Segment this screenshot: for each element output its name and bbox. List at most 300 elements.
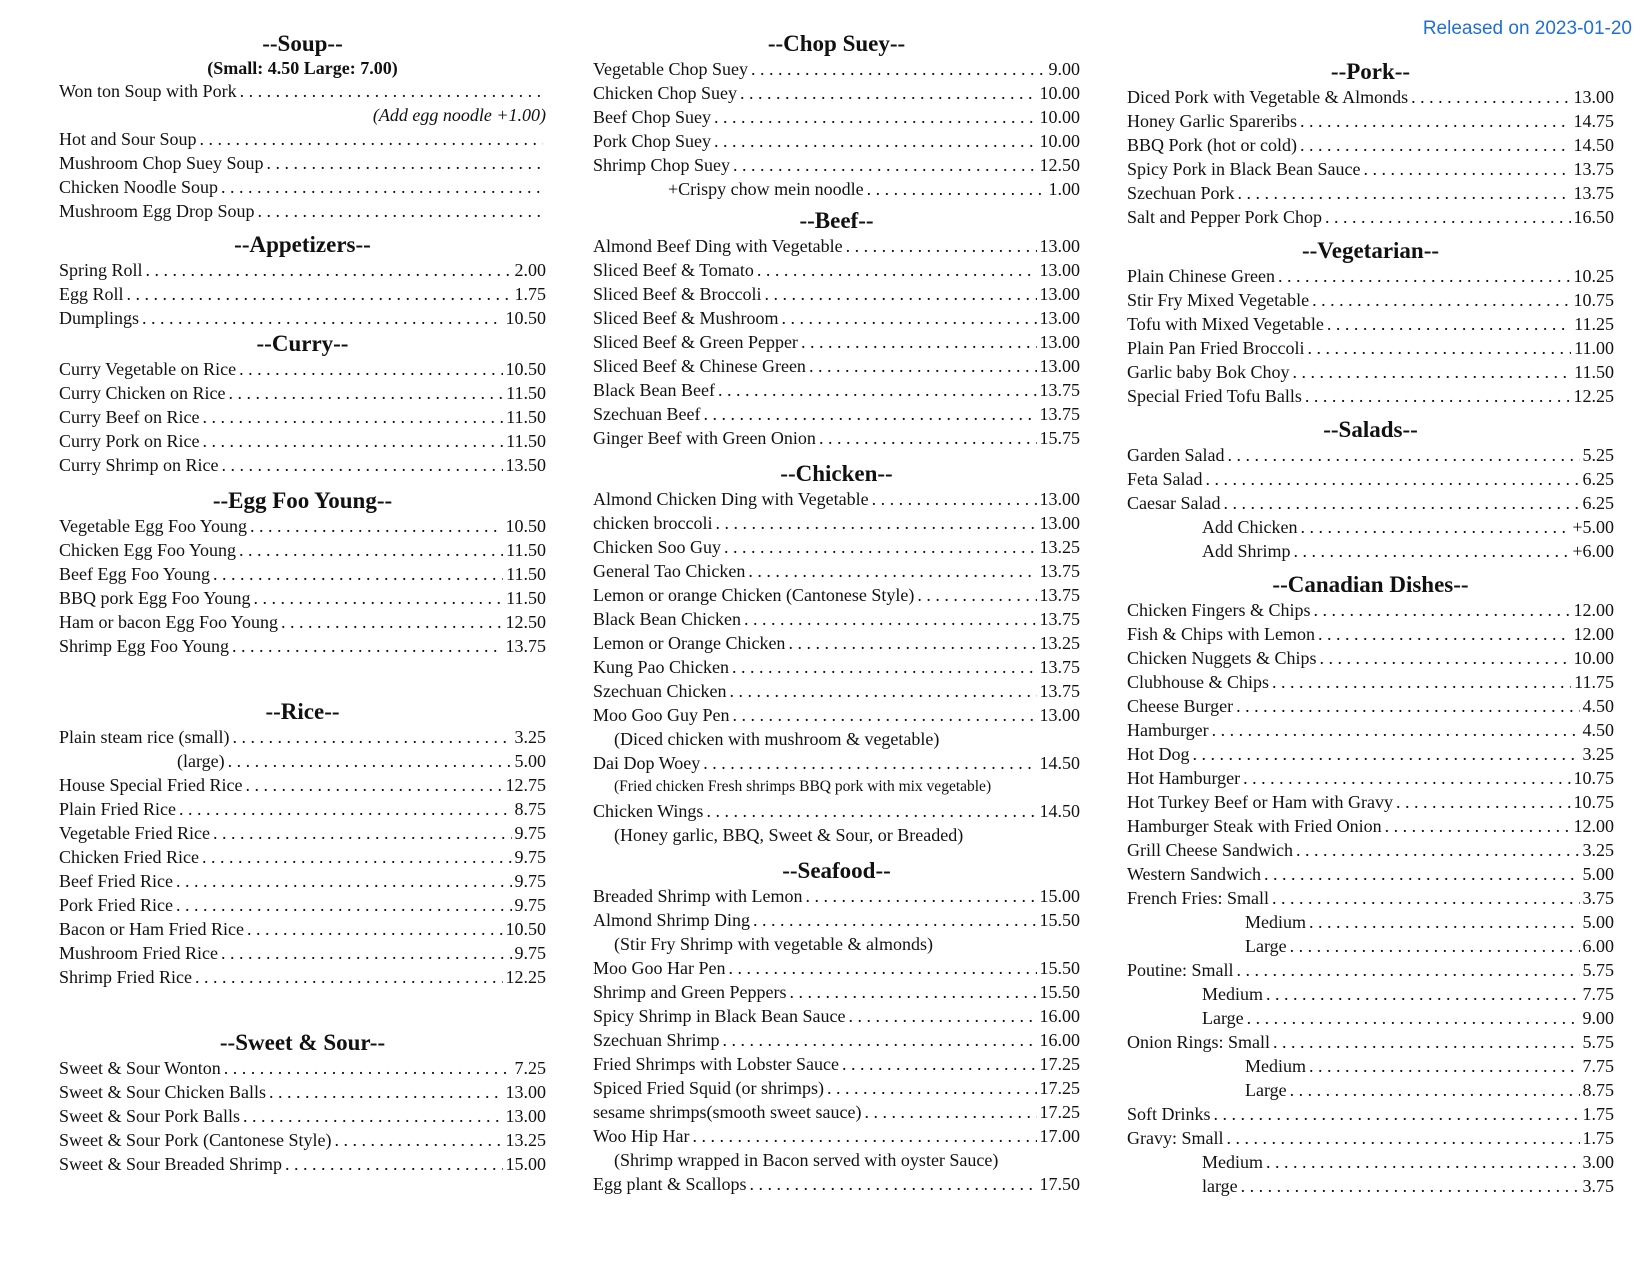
menu-item [1127,312,1614,336]
item-price: 10.00 [1573,648,1614,668]
dot-leader [842,1052,1037,1076]
menu-item [59,893,546,917]
item-price: 6.00 [1582,936,1614,956]
dot-leader [801,330,1037,354]
menu-item [593,487,1080,511]
dot-leader [195,965,503,989]
menu-column-left [59,30,546,1176]
dot-leader [267,151,543,175]
dot-leader [1300,109,1571,133]
item-name: Plain Pan Fried Broccoli [1127,338,1305,358]
item-price: 15.50 [1039,982,1080,1002]
menu-item [593,330,1080,354]
menu-item [1127,742,1614,766]
menu-item [1127,862,1614,886]
dot-leader [788,631,1036,655]
dot-leader [250,514,503,538]
item-price: 13.00 [1039,260,1080,280]
dot-leader [1272,886,1580,910]
dot-leader [1247,1006,1580,1030]
item-name: Sliced Beef & Green Pepper [593,332,798,352]
menu-item [593,703,1080,727]
dot-leader [1325,205,1571,229]
item-price: 5.00 [1582,864,1614,884]
dot-leader [221,941,512,965]
dot-leader [247,917,503,941]
item-name: Onion Rings: Small [1127,1032,1271,1052]
item-price: +5.00 [1572,517,1614,537]
item-name: Cheese Burger [1127,696,1234,716]
item-price: 17.25 [1039,1102,1080,1122]
item-price: 11.50 [506,431,546,451]
menu-item [59,821,546,845]
item-name: Gravy: Small [1127,1128,1224,1148]
item-name: BBQ Pork (hot or cold) [1127,135,1297,155]
item-name: Chicken Egg Foo Young [59,540,237,560]
menu-item [1127,1102,1614,1126]
section-subtitle: (Small: 4.50 Large: 7.00) [207,58,398,78]
item-name: Won ton Soup with Pork [59,81,237,101]
item-price: 7.25 [514,1058,546,1078]
dot-leader [232,634,502,658]
menu-item [1127,539,1614,563]
item-name: Spring Roll [59,260,143,280]
menu-section [59,1029,546,1176]
item-name: Plain Chinese Green [1127,266,1275,286]
item-price: 3.25 [514,727,546,747]
item-name: Almond Shrimp Ding [593,910,751,930]
menu-item [1127,1150,1614,1174]
item-price: 9.75 [514,943,546,963]
item-name: Special Fried Tofu Balls [1127,386,1302,406]
menu-item [59,282,546,306]
dot-leader [1411,85,1570,109]
dot-leader [1272,670,1571,694]
item-price: 3.00 [1582,1152,1614,1172]
item-name: Ginger Beef with Green Onion [593,428,816,448]
item-name: Plain steam rice (small) [59,727,230,747]
item-name: Spicy Shrimp in Black Bean Sauce [593,1006,846,1026]
item-name: Beef Fried Rice [59,871,173,891]
item-price: 14.50 [1039,801,1080,821]
section-title: --Chop Suey-- [767,31,906,56]
item-price: 9.00 [1048,59,1080,79]
dot-leader [729,956,1037,980]
item-price: 10.75 [1573,768,1614,788]
item-name: Curry Chicken on Rice [59,383,226,403]
menu-item [1127,205,1614,229]
menu-item [593,1172,1080,1196]
menu-item [1127,670,1614,694]
item-name: Sweet & Sour Breaded Shrimp [59,1154,282,1174]
item-price: 5.25 [1582,445,1614,465]
menu-item [1127,934,1614,958]
menu-item [593,1052,1080,1076]
item-name: Chicken Soo Guy [593,537,721,557]
item-name: Szechuan Chicken [593,681,727,701]
dot-leader [917,583,1036,607]
item-name: Vegetable Chop Suey [593,59,748,79]
menu-item [593,105,1080,129]
item-price: 13.75 [1573,159,1614,179]
item-price: +6.00 [1572,541,1614,561]
menu-item [59,306,546,330]
dot-leader [693,1124,1037,1148]
dot-leader [1318,622,1570,646]
dot-leader [213,821,512,845]
item-name: Egg plant & Scallops [593,1174,747,1194]
item-price: 7.75 [1582,1056,1614,1076]
dot-leader [827,1076,1037,1100]
item-name: Add Chicken [1202,517,1298,537]
item-name: Sliced Beef & Tomato [593,260,754,280]
menu-item [1127,910,1614,934]
menu-item [593,583,1080,607]
item-price: 5.00 [1582,912,1614,932]
item-price: 9.75 [514,847,546,867]
item-name: Curry Beef on Rice [59,407,200,427]
item-price: 13.75 [1039,561,1080,581]
menu-section [59,487,546,658]
menu-item [593,177,1080,201]
menu-item [593,884,1080,908]
item-price: 13.00 [1039,284,1080,304]
item-name: House Special Fried Rice [59,775,243,795]
menu-item [1127,491,1614,515]
item-name: Shrimp Egg Foo Young [59,636,230,656]
item-price: 4.50 [1582,720,1614,740]
dot-leader [732,655,1037,679]
item-name: Almond Chicken Ding with Vegetable [593,489,869,509]
menu-section [593,207,1080,450]
item-price: 10.75 [1573,792,1614,812]
dot-leader [258,199,543,223]
item-name: Beef Egg Foo Young [59,564,211,584]
dot-leader [179,797,512,821]
item-name: Sliced Beef & Chinese Green [593,356,806,376]
item-price: 13.00 [1039,308,1080,328]
item-price: 6.25 [1582,469,1614,489]
item-name: Curry Shrimp on Rice [59,455,219,475]
item-price: 10.00 [1039,107,1080,127]
menu-item [1127,766,1614,790]
item-price: 14.75 [1573,111,1614,131]
item-price: 9.75 [514,823,546,843]
section-title: --Rice-- [265,699,340,724]
item-price: 17.25 [1039,1054,1080,1074]
menu-item [59,917,546,941]
item-name: Vegetable Egg Foo Young [59,516,247,536]
item-price: 13.25 [1039,537,1080,557]
dot-leader [703,751,1036,775]
dot-leader [1294,539,1570,563]
item-price: 13.75 [1573,183,1614,203]
menu-item [59,1056,546,1080]
item-price: 15.50 [1039,910,1080,930]
dot-leader [1212,718,1580,742]
section-title: --Beef-- [799,208,874,233]
menu-item [1127,288,1614,312]
release-date: Released on 2023-01-20 [1422,18,1632,39]
dot-leader [1193,742,1580,766]
dot-leader [228,749,512,773]
item-price: 10.50 [505,516,546,536]
menu-item [59,1152,546,1176]
section-title: --Sweet & Sour-- [219,1030,386,1055]
menu-item [1127,646,1614,670]
item-price: 10.75 [1573,290,1614,310]
dot-leader [789,980,1036,1004]
item-price: 1.75 [514,284,546,304]
dot-leader [232,725,511,749]
dot-leader [1237,181,1570,205]
item-name: Chicken Fingers & Chips [1127,600,1311,620]
dot-leader [1296,838,1580,862]
item-price: 10.00 [1039,131,1080,151]
item-price: 13.00 [1039,356,1080,376]
item-price: 14.50 [1573,135,1614,155]
dot-leader [749,1172,1036,1196]
item-name: Pork Chop Suey [593,131,712,151]
item-name: Chicken Fried Rice [59,847,199,867]
item-name: Sliced Beef & Broccoli [593,284,762,304]
item-price: 15.00 [1039,886,1080,906]
menu-item [593,799,1080,823]
dot-leader [724,535,1037,559]
item-price: 3.25 [1582,744,1614,764]
menu-item [593,631,1080,655]
item-name: Black Bean Chicken [593,609,741,629]
dot-leader [142,306,502,330]
item-note: (Add egg noodle +1.00) [372,105,546,125]
item-name: Szechuan Pork [1127,183,1235,203]
item-price: 3.75 [1582,1176,1614,1196]
dot-leader [1227,443,1579,467]
item-name: General Tao Chicken [593,561,746,581]
item-name: Plain Fried Rice [59,799,176,819]
dot-leader [221,175,543,199]
item-price: 13.75 [1039,681,1080,701]
dot-leader [1290,1078,1580,1102]
dot-leader [254,586,504,610]
item-name: Egg Roll [59,284,124,304]
dot-leader [1290,934,1580,958]
menu-item [593,655,1080,679]
item-name: Woo Hip Har [593,1126,690,1146]
item-name: chicken broccoli [593,513,713,533]
dot-leader [1223,491,1579,515]
dot-leader [1363,157,1570,181]
dot-leader [714,105,1037,129]
item-price: 11.50 [506,383,546,403]
menu-section [59,231,546,330]
dot-leader [805,884,1036,908]
menu-item [593,607,1080,631]
item-name: Szechuan Beef [593,404,701,424]
item-price: 11.00 [1574,338,1614,358]
dot-leader [715,511,1036,535]
item-price: 13.00 [1039,236,1080,256]
item-name: Hot Hamburger [1127,768,1241,788]
item-name: Dumplings [59,308,140,328]
item-name: Grill Cheese Sandwich [1127,840,1293,860]
menu-item [593,980,1080,1004]
item-price: 10.00 [1039,83,1080,103]
menu-item [1127,109,1614,133]
section-title: --Canadian Dishes-- [1272,572,1469,597]
dot-leader [751,57,1046,81]
section-title: --Vegetarian-- [1301,238,1440,263]
item-name: Western Sandwich [1127,864,1262,884]
menu-item [59,1080,546,1104]
menu-section [59,330,546,477]
item-price: 13.00 [1039,513,1080,533]
item-name: Kung Pao Chicken [593,657,729,677]
menu-item [1127,886,1614,910]
item-price: 11.75 [1574,672,1614,692]
item-price: 6.25 [1582,493,1614,513]
dot-leader [1300,515,1569,539]
dot-leader [176,893,512,917]
dot-leader [1312,288,1570,312]
item-price: 12.25 [505,967,546,987]
dot-leader [202,845,512,869]
menu-item [593,535,1080,559]
item-name: Moo Goo Guy Pen [593,705,730,725]
menu-item [1127,1054,1614,1078]
menu-item [1127,694,1614,718]
menu-item [593,751,1080,775]
item-name: Large [1202,1008,1244,1028]
dot-leader [753,908,1036,932]
item-price: 14.50 [1039,753,1080,773]
item-name: Fried Shrimps with Lobster Sauce [593,1054,839,1074]
dot-leader [200,127,543,151]
dot-leader [757,258,1037,282]
menu-item [593,908,1080,932]
menu-item [59,845,546,869]
item-price: 15.50 [1039,958,1080,978]
dot-leader [1327,312,1571,336]
item-price: 17.25 [1039,1078,1080,1098]
dot-leader [245,773,502,797]
item-price: 13.75 [1039,404,1080,424]
item-price: 8.75 [514,799,546,819]
item-name: Black Bean Beef [593,380,715,400]
dot-leader [202,405,503,429]
item-name: Garden Salad [1127,445,1225,465]
dot-leader [127,282,512,306]
dot-leader [846,234,1037,258]
menu-item [593,129,1080,153]
menu-item [59,869,546,893]
menu-item [593,511,1080,535]
menu-section [1127,416,1614,563]
item-price: 11.50 [1574,362,1614,382]
item-name: Shrimp Fried Rice [59,967,192,987]
dot-leader [1266,982,1580,1006]
section-title: --Appetizers-- [234,232,371,257]
menu-item [1127,790,1614,814]
menu-item [593,1076,1080,1100]
section-title: --Salads-- [1323,417,1418,442]
dot-leader [867,177,1046,201]
item-name: Ham or bacon Egg Foo Young [59,612,278,632]
dot-leader [1292,360,1571,384]
menu-item [59,199,546,223]
dot-leader [722,1028,1036,1052]
dot-leader [1243,766,1570,790]
menu-item [1127,718,1614,742]
item-name: Hamburger [1127,720,1209,740]
item-price: 1.75 [1582,1128,1614,1148]
item-name: Medium [1202,1152,1263,1172]
menu-item [593,1124,1080,1148]
dot-leader [281,610,503,634]
item-name: Clubhouse & Chips [1127,672,1270,692]
item-price: 9.00 [1582,1008,1614,1028]
menu-column-middle [593,30,1080,1196]
dot-leader [718,378,1037,402]
item-price: 13.00 [1039,489,1080,509]
item-name: Bacon or Ham Fried Rice [59,919,244,939]
item-name: Feta Salad [1127,469,1203,489]
item-name: Vegetable Fried Rice [59,823,210,843]
menu-item [59,586,546,610]
item-price: 13.75 [1039,609,1080,629]
item-name: Hot Dog [1127,744,1190,764]
menu-item [1127,336,1614,360]
menu-item [593,378,1080,402]
item-name: Diced Pork with Vegetable & Almonds [1127,87,1409,107]
menu-item [1127,1006,1614,1030]
menu-item [593,402,1080,426]
menu-item [593,956,1080,980]
menu-item [1127,1126,1614,1150]
menu-section [59,698,546,989]
item-name: Large [1245,1080,1287,1100]
item-name: Chicken Noodle Soup [59,177,218,197]
item-price: 10.50 [505,308,546,328]
item-name: Mushroom Egg Drop Soup [59,201,255,221]
menu-item [1127,958,1614,982]
item-price: 11.50 [506,540,546,560]
menu-column-right [1127,30,1614,1198]
item-name: +Crispy chow mein noodle [668,179,864,199]
item-name: Shrimp Chop Suey [593,155,731,175]
dot-leader [202,429,503,453]
item-name: Sweet & Sour Pork Balls [59,1106,241,1126]
item-name: Medium [1245,912,1306,932]
item-price: 13.25 [1039,633,1080,653]
item-name: Add Shrimp [1202,541,1291,561]
menu-item [593,426,1080,450]
menu-item [593,1004,1080,1028]
menu-item [1127,443,1614,467]
menu-item [1127,384,1614,408]
menu-item [1127,598,1614,622]
item-name: Lemon or Orange Chicken [593,633,786,653]
menu-item [1127,157,1614,181]
item-price: 10.50 [505,919,546,939]
item-name: Curry Vegetable on Rice [59,359,237,379]
item-price: 13.00 [1039,705,1080,725]
menu-item [59,514,546,538]
dot-leader [1278,264,1571,288]
menu-item [59,381,546,405]
dot-leader [1300,133,1571,157]
item-note: (Honey garlic, BBQ, Sweet & Sour, or Breaded) [614,825,964,845]
